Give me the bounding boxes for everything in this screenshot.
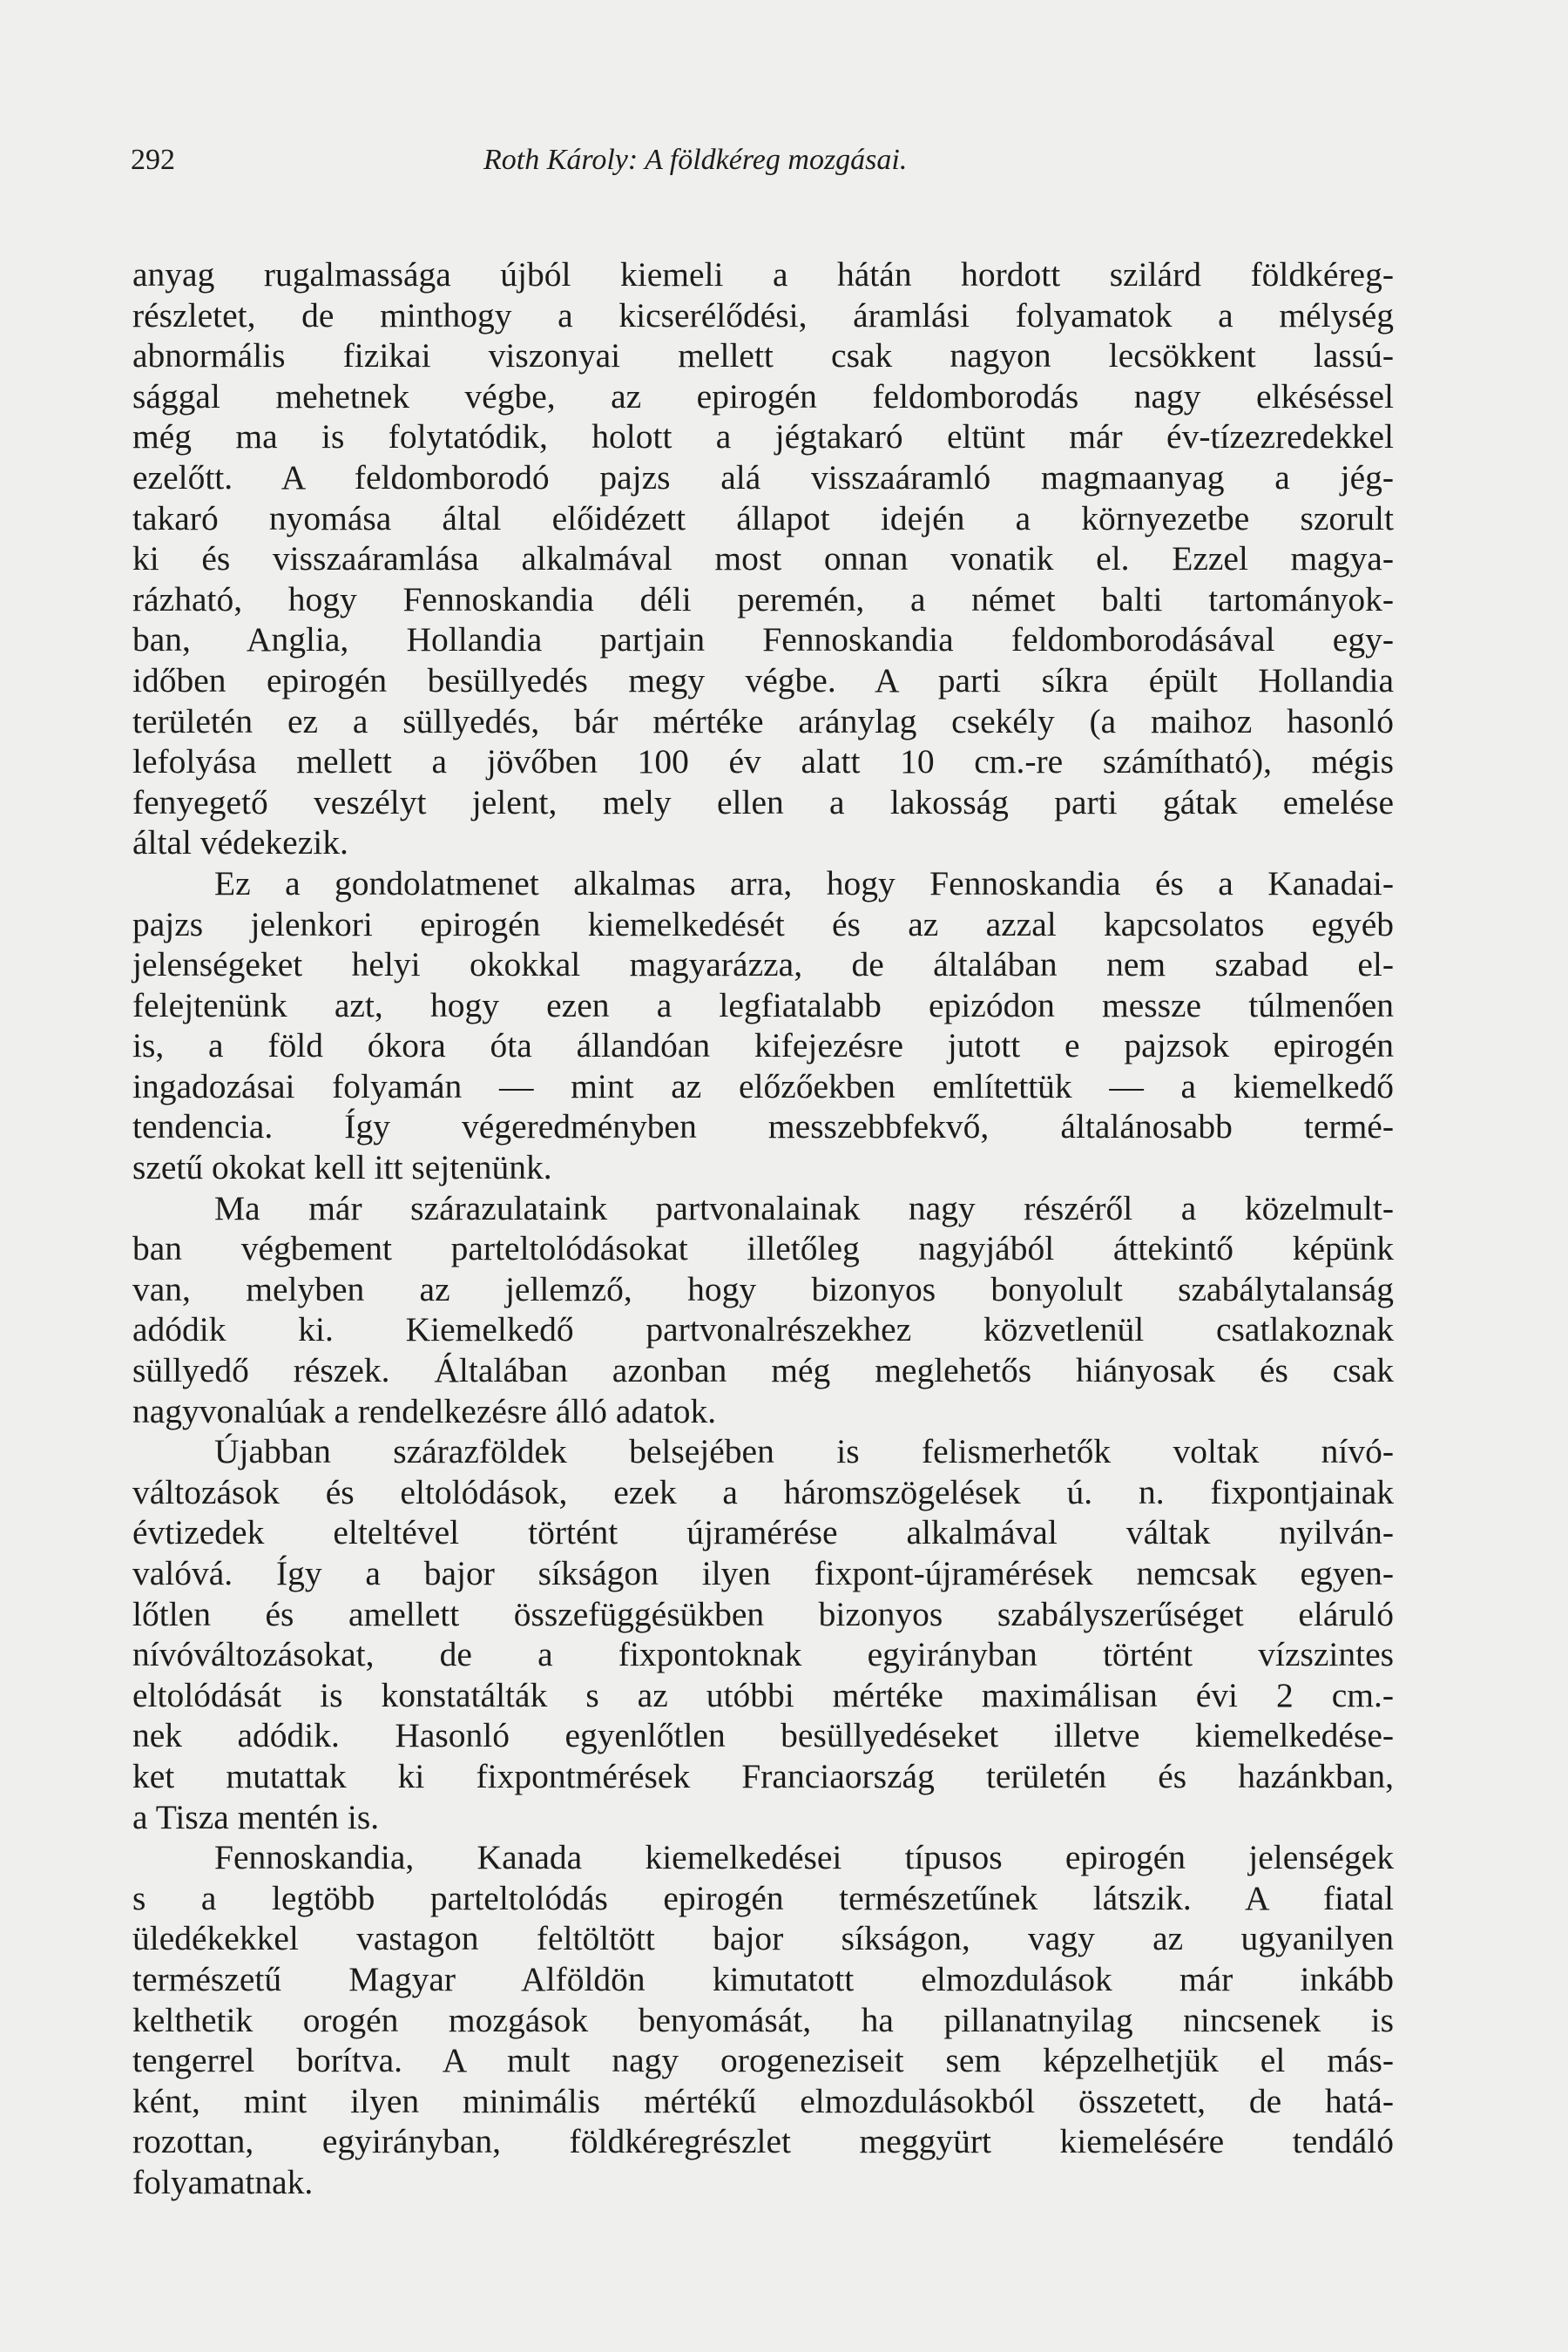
- text-line: adódik ki. Kiemelkedő partvonalrészekhez közvetlenül csatlakoznak: [132, 1310, 1394, 1349]
- paragraph: [132, 1431, 1394, 1837]
- text-line: van, melyben az jellemző, hogy bizonyos bonyolult szabálytalanság: [132, 1269, 1394, 1308]
- text-line: nívóváltozásokat, de a fixpontoknak egyirányban történt vízszintes: [132, 1635, 1394, 1674]
- text-line: sággal mehetnek végbe, az epirogén feldomborodás nagy elkéséssel: [132, 376, 1394, 416]
- text-line: Ma már szárazulataink partvonalainak nagy részéről a közelmult-: [214, 1188, 1394, 1227]
- text-line: évtizedek elteltével történt újramérése alkalmával váltak nyilván-: [132, 1513, 1394, 1552]
- text-line: nek adódik. Hasonló egyenlőtlen besüllyedéseket illetve kiemelkedése-: [132, 1716, 1394, 1755]
- page-header: [131, 144, 1402, 196]
- text-line: ezelőtt. A feldomborodó pajzs alá visszaáramló magmaanyag a jég-: [132, 457, 1394, 497]
- text-line: területén ez a süllyedés, bár mértéke aránylag csekély (a maihoz hasonló: [132, 701, 1394, 740]
- text-line: is, a föld ókora óta állandóan kifejezésre jutott e pajzsok epirogén: [132, 1026, 1394, 1065]
- text-line: felejtenünk azt, hogy ezen a legfiatalabb epizódon messze túlmenően: [132, 985, 1394, 1024]
- text-line: szetű okokat kell itt sejtenünk.: [132, 1148, 552, 1187]
- text-line: természetű Magyar Alföldön kimutatott elmozdulások már inkább: [132, 1959, 1394, 1998]
- running-title: Roth Károly: A földkéreg mozgásai.: [483, 144, 908, 176]
- text-line: Újabban szárazföldek belsejében is felismerhetők voltak nívó-: [214, 1432, 1394, 1471]
- text-line: üledékekkel vastagon feltöltött bajor síkságon, vagy az ugyanilyen: [132, 1919, 1394, 1958]
- text-line: takaró nyomása által előidézett állapot idején a környezetbe szorult: [132, 498, 1394, 537]
- text-line: kelthetik orogén mozgások benyomását, ha pillanatnyilag nincsenek is: [132, 2000, 1394, 2039]
- body-text: [132, 254, 1394, 2203]
- text-line: Ez a gondolatmenet alkalmas arra, hogy Fennoskandia és a Kanadai-: [214, 863, 1394, 902]
- paragraph: [132, 254, 1394, 863]
- text-line: tengerrel borítva. A mult nagy orogeneziseit sem képzelhetjük el más-: [132, 2041, 1394, 2080]
- text-line: ban, Anglia, Hollandia partjain Fennoskandia feldomborodásával egy-: [132, 620, 1394, 659]
- text-line: lőtlen és amellett összefüggésükben bizonyos szabályszerűséget eláruló: [132, 1594, 1394, 1633]
- text-line: ban végbement parteltolódásokat illetőleg nagyjából áttekintő képünk: [132, 1229, 1394, 1268]
- text-line: időben epirogén besüllyedés megy végbe. A parti síkra épült Hollandia: [132, 660, 1394, 700]
- text-line: által védekezik.: [132, 823, 348, 862]
- text-line: süllyedő részek. Általában azonban még meglehetős hiányosak és csak: [132, 1351, 1394, 1390]
- text-line: anyag rugalmassága újból kiemeli a hátán hordott szilárd földkéreg-: [132, 255, 1394, 294]
- text-line: pajzs jelenkori epirogén kiemelkedését és az azzal kapcsolatos egyéb: [132, 904, 1394, 943]
- text-line: rozottan, egyirányban, földkéregrészlet meggyürt kiemelésére tendáló: [132, 2122, 1394, 2161]
- text-line: eltolódását is konstatálták s az utóbbi mértéke maximálisan évi 2 cm.-: [132, 1675, 1394, 1714]
- text-line: rázható, hogy Fennoskandia déli peremén, a német balti tartományok-: [132, 579, 1394, 618]
- text-line: nagyvonalúak a rendelkezésre álló adatok.: [132, 1391, 717, 1430]
- text-line: Fennoskandia, Kanada kiemelkedései típusos epirogén jelenségek: [214, 1838, 1394, 1877]
- paragraph: [132, 863, 1394, 1188]
- text-line: változások és eltolódások, ezek a háromszögelések ú. n. fixpontjainak: [132, 1472, 1394, 1511]
- text-line: ingadozásai folyamán — mint az előzőekben említettük — a kiemelkedő: [132, 1066, 1394, 1105]
- text-line: részletet, de minthogy a kicserélődési, áramlási folyamatok a mélység: [132, 295, 1394, 335]
- text-line: folyamatnak.: [132, 2162, 314, 2201]
- text-line: még ma is folytatódik, holott a jégtakaró eltünt már év-tízezredekkel: [132, 417, 1394, 456]
- paragraph: [132, 1837, 1394, 2202]
- text-line: ként, mint ilyen minimális mértékű elmozdulásokból összetett, de hatá-: [132, 2081, 1394, 2120]
- text-line: lefolyása mellett a jövőben 100 év alatt 10 cm.-re számítható), mégis: [132, 742, 1394, 781]
- paragraph: [132, 1188, 1394, 1432]
- text-line: fenyegető veszélyt jelent, mely ellen a lakosság parti gátak emelése: [132, 782, 1394, 821]
- text-line: valóvá. Így a bajor síkságon ilyen fixpont-újramérések nemcsak egyen-: [132, 1554, 1394, 1592]
- text-line: ki és visszaáramlása alkalmával most onnan vonatik el. Ezzel magya-: [132, 539, 1394, 578]
- text-line: ket mutattak ki fixpontmérések Franciaország területén és hazánkban,: [132, 1756, 1394, 1795]
- text-line: s a legtöbb parteltolódás epirogén természetűnek látszik. A fiatal: [132, 1878, 1394, 1917]
- page-number: 292: [131, 144, 175, 176]
- text-line: a Tisza mentén is.: [132, 1797, 380, 1836]
- text-line: tendencia. Így végeredményben messzebbfekvő, általánosabb termé-: [132, 1107, 1394, 1146]
- text-line: jelenségeket helyi okokkal magyarázza, de általában nem szabad el-: [132, 945, 1394, 984]
- text-line: abnormális fizikai viszonyai mellett csak nagyon lecsökkent lassú-: [132, 336, 1394, 375]
